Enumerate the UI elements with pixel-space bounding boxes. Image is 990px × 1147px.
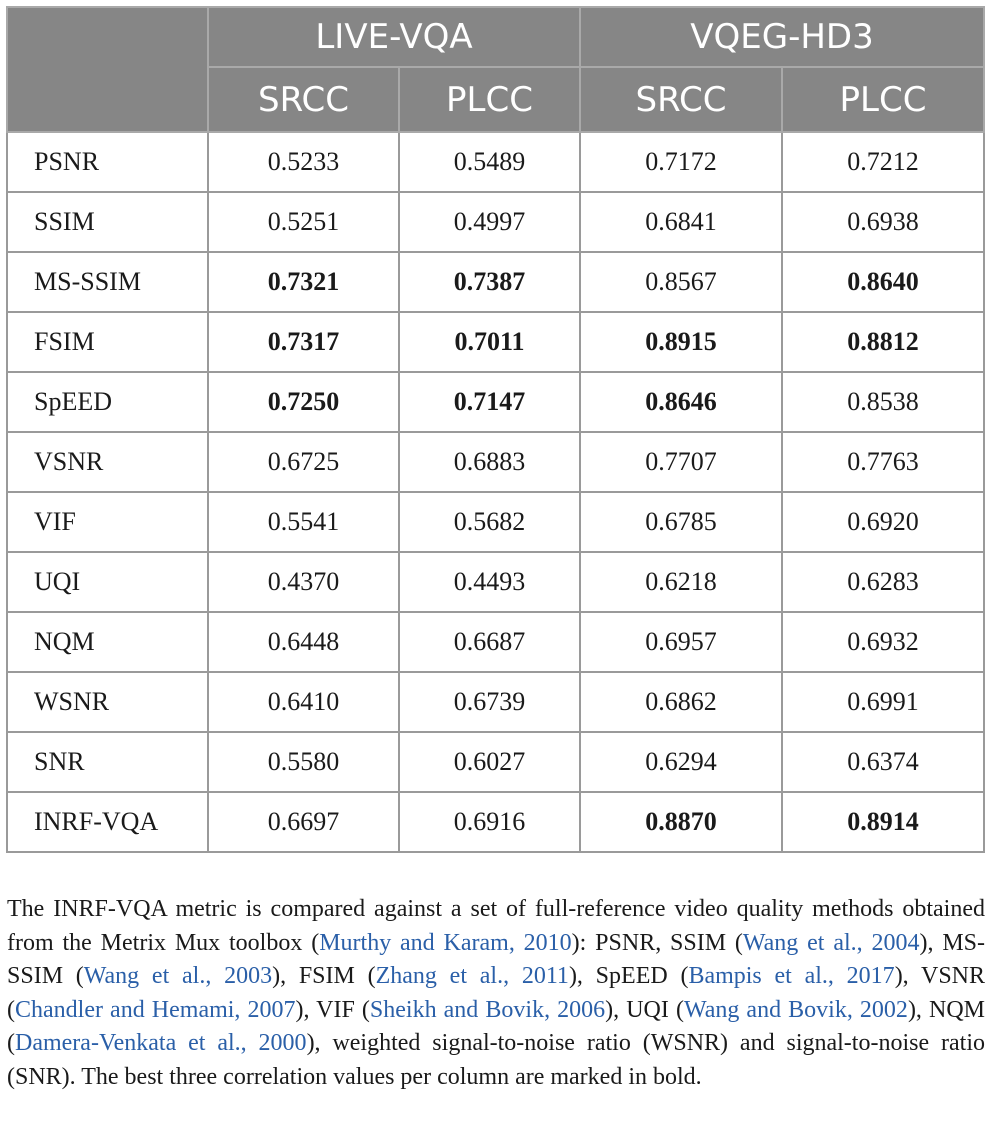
value-cell: 0.4370 [208,552,399,612]
method-name-cell: WSNR [7,672,208,732]
caption-text: ): PSNR, SSIM ( [571,929,743,956]
value-cell: 0.8646 [580,372,782,432]
value-cell: 0.6697 [208,792,399,852]
citation-link[interactable]: Damera-Venkata et al., 2000 [15,1030,307,1057]
method-name-cell: UQI [7,552,208,612]
sub-header-vqeg-srcc: SRCC [580,67,782,132]
caption-text: ), VIF ( [295,996,370,1023]
caption-text: ), VSNR ( [7,963,986,1023]
table-body [7,132,984,852]
citation-link[interactable]: Murthy and Karam, 2010 [319,929,572,956]
value-cell: 0.4493 [399,552,580,612]
value-cell: 0.6294 [580,732,782,792]
table-row [7,552,984,612]
value-cell: 0.6841 [580,192,782,252]
method-name-cell: INRF-VQA [7,792,208,852]
caption-text: ), FSIM ( [272,963,376,990]
citation-link[interactable]: Bampis et al., 2017 [688,963,895,990]
method-name-cell: MS-SSIM [7,252,208,312]
sub-header-live-plcc: PLCC [399,67,580,132]
method-name-cell: SNR [7,732,208,792]
citation-link[interactable]: Wang et al., 2003 [83,963,273,990]
table-header [7,7,984,132]
table-row [7,432,984,492]
table-row [7,492,984,552]
table-row [7,372,984,432]
value-cell: 0.7317 [208,312,399,372]
caption-text: The INRF-VQA metric is compared against a set of full-reference video quality methods obtained from the Metrix Mux toolbox ( [7,896,985,956]
value-cell: 0.6932 [782,612,984,672]
table-row [7,132,984,192]
method-name-cell: VIF [7,492,208,552]
corner-header-cell [7,7,208,132]
method-name-cell: SpEED [7,372,208,432]
citation-link[interactable]: Wang and Bovik, 2002 [683,996,908,1023]
value-cell: 0.7250 [208,372,399,432]
sub-header-vqeg-plcc: PLCC [782,67,984,132]
table-row [7,252,984,312]
table-row [7,612,984,672]
value-cell: 0.6218 [580,552,782,612]
value-cell: 0.5489 [399,132,580,192]
table-row [7,192,984,252]
value-cell: 0.4997 [399,192,580,252]
value-cell: 0.8538 [782,372,984,432]
citation-link[interactable]: Wang et al., 2004 [742,929,920,956]
table-row [7,312,984,372]
value-cell: 0.6739 [399,672,580,732]
method-name-cell: SSIM [7,192,208,252]
table-row [7,672,984,732]
value-cell: 0.7147 [399,372,580,432]
value-cell: 0.6283 [782,552,984,612]
caption-text: ), MS-SSIM ( [7,929,985,990]
table-row [7,792,984,852]
results-table [6,6,985,853]
value-cell: 0.7707 [580,432,782,492]
method-name-cell: FSIM [7,312,208,372]
value-cell: 0.5233 [208,132,399,192]
value-cell: 0.8812 [782,312,984,372]
value-cell: 0.6785 [580,492,782,552]
value-cell: 0.8870 [580,792,782,852]
value-cell: 0.7212 [782,132,984,192]
caption-text: ), SpEED ( [568,963,689,990]
citation-link[interactable]: Chandler and Hemami, 2007 [15,996,296,1023]
caption-text: ), NQM ( [7,996,986,1057]
caption-text: ), UQI ( [605,996,684,1023]
value-cell: 0.7011 [399,312,580,372]
value-cell: 0.7321 [208,252,399,312]
value-cell: 0.7387 [399,252,580,312]
table-row [7,732,984,792]
caption-text: ), weighted signal-to-noise ratio (WSNR) and signal-to-noise ratio (SNR). The best three correlation values per column are marked in bold. [7,1030,985,1090]
value-cell: 0.5541 [208,492,399,552]
method-name-cell: PSNR [7,132,208,192]
value-cell: 0.6957 [580,612,782,672]
value-cell: 0.8640 [782,252,984,312]
value-cell: 0.6374 [782,732,984,792]
method-name-cell: VSNR [7,432,208,492]
group-header-live-vqa: LIVE-VQA [208,7,580,67]
citation-link[interactable]: Sheikh and Bovik, 2006 [369,996,606,1023]
value-cell: 0.7172 [580,132,782,192]
value-cell: 0.6862 [580,672,782,732]
value-cell: 0.6916 [399,792,580,852]
group-header-vqeg-hd3: VQEG-HD3 [580,7,984,67]
table-caption [7,893,985,1095]
value-cell: 0.6883 [399,432,580,492]
value-cell: 0.6448 [208,612,399,672]
sub-header-live-srcc: SRCC [208,67,399,132]
value-cell: 0.8567 [580,252,782,312]
value-cell: 0.6410 [208,672,399,732]
value-cell: 0.5251 [208,192,399,252]
value-cell: 0.6725 [208,432,399,492]
value-cell: 0.6991 [782,672,984,732]
citation-link[interactable]: Zhang et al., 2011 [375,963,569,990]
value-cell: 0.8915 [580,312,782,372]
value-cell: 0.6027 [399,732,580,792]
value-cell: 0.7763 [782,432,984,492]
value-cell: 0.6920 [782,492,984,552]
value-cell: 0.6687 [399,612,580,672]
value-cell: 0.6938 [782,192,984,252]
value-cell: 0.8914 [782,792,984,852]
method-name-cell: NQM [7,612,208,672]
value-cell: 0.5682 [399,492,580,552]
value-cell: 0.5580 [208,732,399,792]
